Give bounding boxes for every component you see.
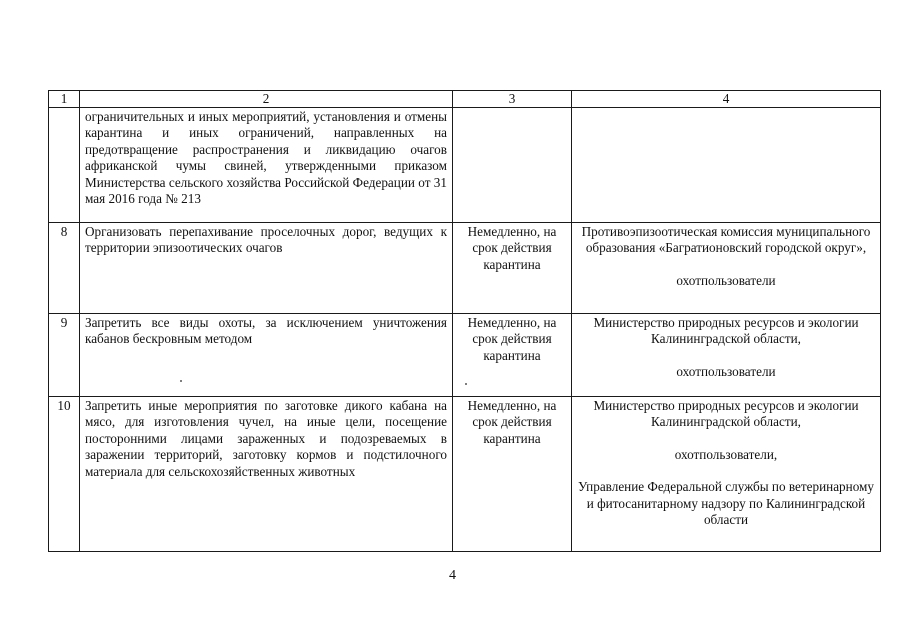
responsible-text: [572, 108, 881, 223]
responsible-text: [572, 314, 881, 397]
table-header-row: [49, 91, 881, 108]
header-col-3: 3: [453, 91, 572, 108]
term-text: Немедленно, на срок действия карантина: [453, 223, 572, 314]
measure-text: Организовать перепахивание проселочных дорог, ведущих к территории эпизоотических очагов: [80, 223, 453, 314]
row-number: 9: [49, 314, 80, 397]
table-row: [49, 397, 881, 552]
row-number: [49, 108, 80, 223]
header-col-4: 4: [572, 91, 881, 108]
row-number: 10: [49, 397, 80, 552]
responsible-line: охотпользователи: [676, 272, 776, 288]
scan-speck: [465, 383, 467, 385]
table-row: [49, 108, 881, 223]
page-number: 4: [449, 568, 456, 583]
measure-text: Запретить иные мероприятия по заготовке дикого кабана на мясо, для изготовления чучел, на иные цели, посещение посторонними лицами зараженных и подозреваемых в заражении территорий, заготовку кормов и подстилочного материала для сельскохозяйственных животных: [80, 397, 453, 552]
term-text: Немедленно, на срок действия карантина: [453, 314, 572, 397]
table-row: [49, 223, 881, 314]
scan-speck: [180, 380, 182, 382]
responsible-text: [572, 223, 881, 314]
responsible-line: охотпользователи: [676, 363, 776, 379]
measure-text: Запретить все виды охоты, за исключением уничтожения кабанов бескровным методом: [80, 314, 453, 397]
term-text: [453, 108, 572, 223]
responsible-line: охотпользователи,: [674, 446, 778, 462]
responsible-line: Министерство природных ресурсов и экологии Калининградской области,: [593, 398, 859, 430]
measure-text: ограничительных и иных мероприятий, установления и отмены карантина и иных ограничений, направленных на предотвращение распространения и ликвидацию очагов африканской чумы свиней, утвержденными приказом Министерства сельского хозяйства Российской Федерации от 31 мая 2016 года № 213: [80, 108, 453, 223]
responsible-line: Противоэпизоотическая комиссия муниципального образования «Багратионовский городской округ»,: [581, 224, 871, 256]
header-col-1: 1: [49, 91, 80, 108]
responsible-line: Министерство природных ресурсов и экологии Калининградской области,: [593, 315, 859, 347]
header-col-2: 2: [80, 91, 453, 108]
responsible-text: [572, 397, 881, 552]
measures-table: [48, 90, 881, 552]
row-number: 8: [49, 223, 80, 314]
responsible-line: Управление Федеральной службы по ветеринарному и фитосанитарному надзору по Калининградской области: [578, 479, 874, 528]
term-text: Немедленно, на срок действия карантина: [453, 397, 572, 552]
